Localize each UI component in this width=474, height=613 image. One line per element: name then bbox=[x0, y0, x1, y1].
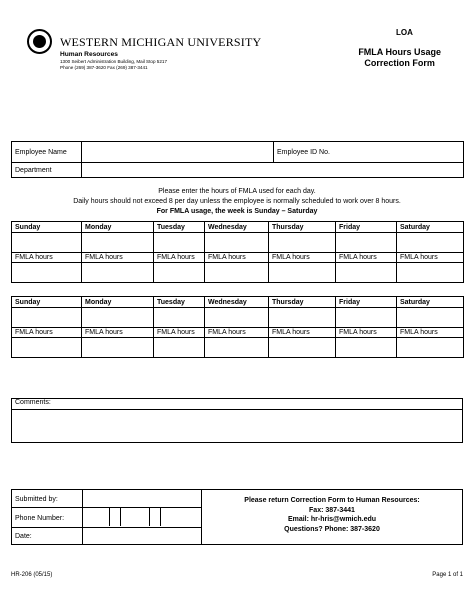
instruction-line-3: For FMLA usage, the week is Sunday – Saturday bbox=[156, 208, 318, 215]
week-1-hours-tuesday[interactable] bbox=[154, 263, 205, 283]
form-title-line1: FMLA Hours Usage bbox=[358, 47, 441, 57]
department-address: 1300 Seibert Administration Building, Mail Stop 5217 bbox=[60, 59, 167, 64]
week-1-fmla-label-saturday: FMLA hours bbox=[397, 253, 464, 263]
employee-name-label: Employee Name bbox=[12, 142, 82, 163]
week-1-header-friday: Friday bbox=[336, 222, 397, 233]
comments-box[interactable] bbox=[11, 398, 463, 443]
week-2-header-monday: Monday bbox=[82, 297, 154, 308]
week-2-fmla-label-sunday: FMLA hours bbox=[12, 328, 82, 338]
week-2-date-wednesday[interactable] bbox=[205, 308, 269, 328]
university-name: WESTERN MICHIGAN UNIVERSITY bbox=[60, 35, 262, 49]
week-2-fmla-label-thursday: FMLA hours bbox=[269, 328, 336, 338]
submitted-by-label: Submitted by: bbox=[15, 496, 58, 503]
instructions bbox=[0, 187, 474, 217]
week-1-fmla-label-thursday: FMLA hours bbox=[269, 253, 336, 263]
return-fax: Fax: 387-3441 bbox=[309, 506, 355, 514]
week-1-header-wednesday: Wednesday bbox=[205, 222, 269, 233]
week-1-fmla-label-wednesday: FMLA hours bbox=[205, 253, 269, 263]
week-2-fmla-label-wednesday: FMLA hours bbox=[205, 328, 269, 338]
week-2-fmla-label-friday: FMLA hours bbox=[336, 328, 397, 338]
return-line: Please return Correction Form to Human Resources: bbox=[244, 497, 420, 504]
week-1-date-sunday[interactable] bbox=[12, 233, 82, 253]
employee-id-label: Employee ID No. bbox=[277, 148, 330, 156]
week-2-header-tuesday: Tuesday bbox=[154, 297, 205, 308]
phone-digit-divider bbox=[109, 508, 110, 526]
week-1-date-monday[interactable] bbox=[82, 233, 154, 253]
week-2-hours-wednesday[interactable] bbox=[205, 338, 269, 358]
week-2-date-friday[interactable] bbox=[336, 308, 397, 328]
week-1-date-thursday[interactable] bbox=[269, 233, 336, 253]
department-field[interactable] bbox=[82, 163, 464, 178]
instruction-line-2: Daily hours should not exceed 8 per day unless the employee is normally scheduled to work over 8 hours. bbox=[73, 198, 401, 205]
form-title bbox=[358, 47, 441, 69]
week-2-hours-saturday[interactable] bbox=[397, 338, 464, 358]
week-2-date-saturday[interactable] bbox=[397, 308, 464, 328]
week-2-date-monday[interactable] bbox=[82, 308, 154, 328]
return-questions: Questions? Phone: 387-3620 bbox=[284, 525, 380, 533]
week-1-table bbox=[11, 221, 464, 283]
week-1-header-thursday: Thursday bbox=[269, 222, 336, 233]
week-2-date-thursday[interactable] bbox=[269, 308, 336, 328]
week-2-table bbox=[11, 296, 464, 358]
week-2-date-sunday[interactable] bbox=[12, 308, 82, 328]
phone-number-field[interactable] bbox=[83, 508, 200, 526]
comments-divider bbox=[12, 409, 462, 410]
week-1-hours-wednesday[interactable] bbox=[205, 263, 269, 283]
date-field[interactable] bbox=[83, 528, 200, 544]
week-2-hours-sunday[interactable] bbox=[12, 338, 82, 358]
week-2-hours-tuesday[interactable] bbox=[154, 338, 205, 358]
week-1-date-tuesday[interactable] bbox=[154, 233, 205, 253]
form-number: HR-206 (05/15) bbox=[11, 572, 53, 578]
week-1-hours-sunday[interactable] bbox=[12, 263, 82, 283]
instruction-line-1: Please enter the hours of FMLA used for each day. bbox=[158, 188, 316, 195]
page-number: Page 1 of 1 bbox=[432, 572, 463, 578]
phone-digit-divider bbox=[160, 508, 161, 526]
submission-block bbox=[11, 489, 463, 545]
week-1-date-friday[interactable] bbox=[336, 233, 397, 253]
return-email: Email: hr-hris@wmich.edu bbox=[287, 516, 377, 523]
week-2-header-sunday: Sunday bbox=[12, 297, 82, 308]
comments-label: Comments: bbox=[15, 399, 51, 406]
date-label: Date: bbox=[15, 533, 32, 540]
week-1-fmla-label-monday: FMLA hours bbox=[82, 253, 154, 263]
week-1-header-tuesday: Tuesday bbox=[154, 222, 205, 233]
week-1-date-saturday[interactable] bbox=[397, 233, 464, 253]
week-2-fmla-label-tuesday: FMLA hours bbox=[154, 328, 205, 338]
return-instructions bbox=[202, 496, 462, 534]
week-2-header-thursday: Thursday bbox=[269, 297, 336, 308]
week-2-fmla-label-saturday: FMLA hours bbox=[397, 328, 464, 338]
week-1-hours-thursday[interactable] bbox=[269, 263, 336, 283]
department-phone: Phone (269) 387-3620 Fax (269) 387-3441 bbox=[60, 65, 148, 70]
week-1-hours-saturday[interactable] bbox=[397, 263, 464, 283]
department-name: Human Resources bbox=[60, 51, 118, 58]
form-title-line2: Correction Form bbox=[364, 58, 435, 68]
employee-info-table bbox=[11, 141, 464, 178]
department-label: Department bbox=[12, 163, 82, 178]
week-1-fmla-label-friday: FMLA hours bbox=[336, 253, 397, 263]
week-1-header-saturday: Saturday bbox=[397, 222, 464, 233]
week-1-header-sunday: Sunday bbox=[12, 222, 82, 233]
week-2-header-friday: Friday bbox=[336, 297, 397, 308]
week-1-header-monday: Monday bbox=[82, 222, 154, 233]
form-code: LOA bbox=[396, 28, 413, 37]
phone-digit-divider bbox=[120, 508, 121, 526]
week-1-fmla-label-tuesday: FMLA hours bbox=[154, 253, 205, 263]
week-2-hours-thursday[interactable] bbox=[269, 338, 336, 358]
week-1-date-wednesday[interactable] bbox=[205, 233, 269, 253]
week-1-hours-monday[interactable] bbox=[82, 263, 154, 283]
week-1-hours-friday[interactable] bbox=[336, 263, 397, 283]
week-2-hours-monday[interactable] bbox=[82, 338, 154, 358]
week-2-header-wednesday: Wednesday bbox=[205, 297, 269, 308]
week-2-date-tuesday[interactable] bbox=[154, 308, 205, 328]
phone-digit-divider bbox=[149, 508, 150, 526]
week-1-fmla-label-sunday: FMLA hours bbox=[12, 253, 82, 263]
week-2-hours-friday[interactable] bbox=[336, 338, 397, 358]
university-seal-icon bbox=[27, 29, 52, 54]
week-2-header-saturday: Saturday bbox=[397, 297, 464, 308]
employee-id-cell[interactable] bbox=[274, 142, 464, 163]
week-2-fmla-label-monday: FMLA hours bbox=[82, 328, 154, 338]
phone-number-label: Phone Number: bbox=[15, 515, 65, 522]
submitted-by-field[interactable] bbox=[83, 491, 200, 506]
employee-name-field[interactable] bbox=[82, 142, 274, 163]
